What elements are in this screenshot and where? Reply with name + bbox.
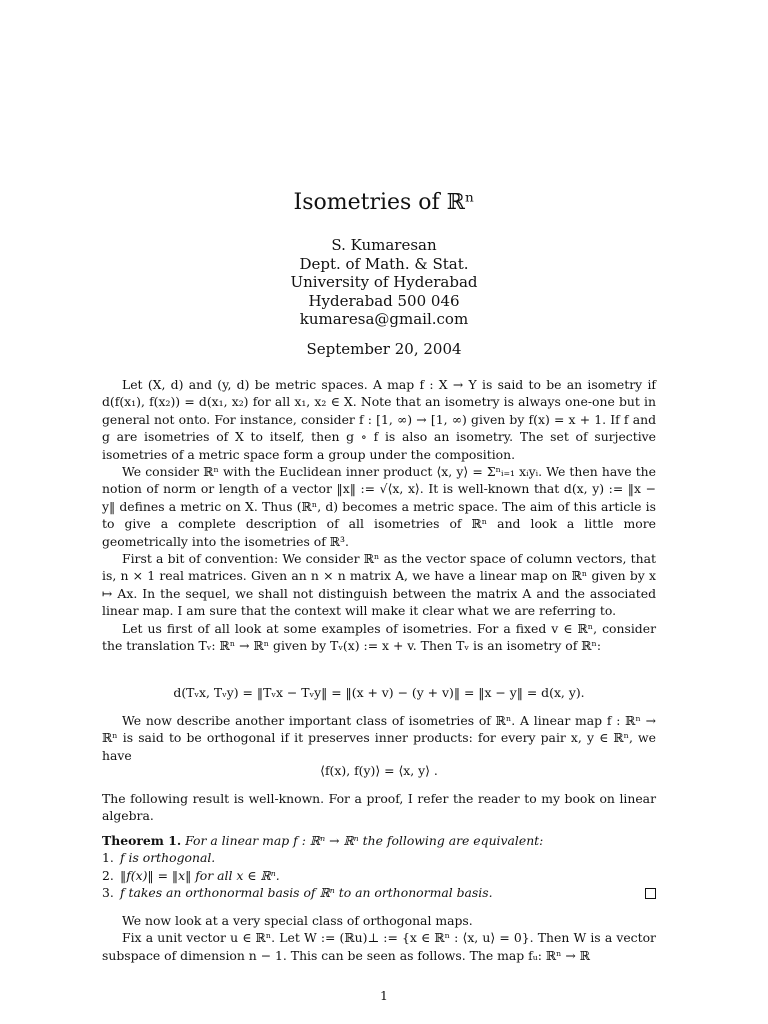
body-text-top: [102, 376, 656, 655]
theorem-statement: For a linear map f : ℝⁿ → ℝⁿ the following are equivalent:: [185, 833, 544, 848]
paragraph-6: The following result is well-known. For a proof, I refer the reader to my book on linear algebra.: [102, 791, 656, 824]
page-number: 1: [380, 988, 388, 1003]
paragraph-7: We now look at a very special class of orthogonal maps.: [122, 913, 473, 928]
paragraph-1: Let (X, d) and (y, d) be metric spaces. A map f : X → Y is said to be an isometry if d(f(x₁), f(x₂)) = d(x₁, x₂) for all x₁, x₂ ∈ X. Note that an isometry is always one-one but in general not onto. For instance, consider f : [1, ∞) → [1, ∞) given by f(x) = x + 1. If f and g are isometries of X to itself, then g ∘ f is also an isometry. The set of surjective isometries of a metric space form a group under the composition.: [102, 377, 656, 462]
author-email: kumaresa@gmail.com: [299, 310, 469, 328]
author-block: [0, 236, 768, 329]
body-text-mid: [102, 712, 656, 764]
theorem-items: [102, 849, 656, 901]
equation-translation: d(Tᵥx, Tᵥy) = ‖Tᵥx − Tᵥy‖ = ‖(x + v) − (y + v)‖ = ‖x − y‖ = d(x, y).: [173, 685, 585, 700]
paragraph-3: First a bit of convention: We consider ℝⁿ as the vector space of column vectors, that is, n × 1 real matrices. Given an n × n matrix A, we have a linear map on ℝⁿ given by x ↦ Ax. In the sequel, we shall not distinguish between the matrix A and the associated linear map. I am sure that the context will make it clear what we are referring to.: [102, 551, 656, 619]
paper-date: September 20, 2004: [306, 340, 462, 358]
theorem-item: 1. f is orthogonal.: [102, 850, 216, 866]
theorem-item: 3. f takes an orthonormal basis of ℝⁿ to an orthonormal basis.: [102, 884, 656, 901]
theorem-item: 2. ‖f(x)‖ = ‖x‖ for all x ∈ ℝⁿ.: [102, 867, 280, 883]
theorem-label: Theorem 1.: [102, 833, 182, 848]
paragraph-4: Let us first of all look at some examples of isometries. For a fixed v ∈ ℝⁿ, consider the translation Tᵥ: ℝⁿ → ℝⁿ given by Tᵥ(x) := x + v. Then Tᵥ is an isometry of ℝⁿ:: [102, 620, 656, 654]
author-university: University of Hyderabad: [290, 273, 478, 291]
paper-title: Isometries of ℝⁿ: [293, 190, 475, 215]
equation-inner-product: ⟨f(x), f(y)⟩ = ⟨x, y⟩ .: [320, 763, 438, 778]
qed-square-icon: [645, 888, 656, 899]
author-city: Hyderabad 500 046: [308, 291, 460, 310]
paragraph-2: We consider ℝⁿ with the Euclidean inner product ⟨x, y⟩ = Σⁿᵢ₌₁ xᵢyᵢ. We then have the notion of norm or length of a vector ‖x‖ := √⟨x, x⟩. It is well-known that d(x, y) := ‖x − y‖ defines a metric on X. Thus (ℝⁿ, d) becomes a metric space. The aim of this article is to give a complete description of all isometries of ℝⁿ and look a little more geometrically into the isometries of ℝ³.: [102, 464, 656, 549]
theorem-block: [102, 832, 656, 902]
author-dept: Dept. of Math. & Stat.: [299, 254, 469, 273]
author-name: S. Kumaresan: [331, 236, 437, 254]
body-text-bottom: [102, 912, 656, 964]
body-text-proof-note: [102, 790, 656, 825]
paragraph-8: Fix a unit vector u ∈ ℝⁿ. Let W := (ℝu)⊥ := {x ∈ ℝⁿ : ⟨x, u⟩ = 0}. Then W is a vector subspace of dimension n − 1. This can be seen as follows. The map fᵤ: ℝⁿ → ℝ: [102, 930, 656, 963]
paragraph-5: We now describe another important class of isometries of ℝⁿ. A linear map f : ℝⁿ → ℝⁿ is said to be orthogonal if it preserves inner products: for every pair x, y ∈ ℝⁿ, we have: [102, 713, 656, 763]
